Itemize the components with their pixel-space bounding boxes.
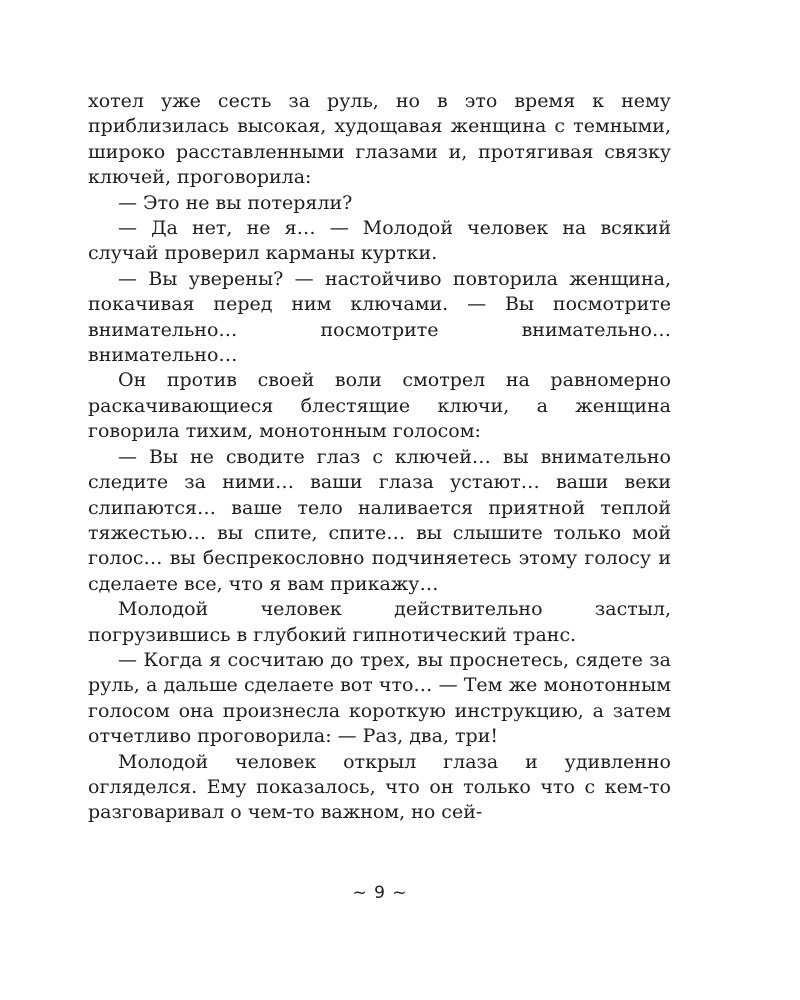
- paragraph-opening: хотел уже сесть за руль, но в это время к нему приблизилась высокая, худощавая женщина с темными, широко расставленными глазами и, протягивая связку ключей, проговорила:: [88, 90, 671, 189]
- paragraph-narration: Он против своей воли смотрел на равномерно раскачивающиеся блестящие ключи, а женщина говорила тихим, монотонным голосом:: [88, 369, 671, 443]
- paragraph-dialogue: — Это не вы потеряли?: [118, 191, 353, 214]
- paragraph-dialogue: — Да нет, не я… — Молодой человек на всякий случай проверил карманы куртки.: [88, 217, 671, 265]
- paragraph-dialogue: — Вы не сводите глаз с ключей… вы внимательно следите за ними… ваши глаза устают… ваши веки слипаются… ваше тело наливается приятной теплой тяжестью… вы спите, спите… вы слышите только мой голос… вы беспрекословно подчиняетесь этому голосу и сделаете все, что я вам прикажу…: [88, 445, 671, 595]
- paragraph-narration: Молодой человек открыл глаза и удивленно огляделся. Ему показалось, что он только что с кем-то разговаривал о чем-то важном, но сей-: [88, 750, 671, 824]
- body-text: [88, 89, 671, 826]
- paragraph-narration: Молодой человек действительно застыл, погрузившись в глубокий гипнотический транс.: [88, 598, 671, 646]
- paragraph-dialogue: — Когда я сосчитаю до трех, вы проснетесь, сядете за руль, а дальше сделаете вот что… — Тем же монотонным голосом она произнесла короткую инструкцию, а затем отчетливо проговорила: — Раз, два, три!: [88, 648, 671, 748]
- page-number: ~ 9 ~: [352, 883, 408, 903]
- paragraph-dialogue: — Вы уверены? — настойчиво повторила женщина, покачивая перед ним ключами. — Вы посмотрите внимательно… посмотрите внимательно… внимательно…: [88, 267, 671, 367]
